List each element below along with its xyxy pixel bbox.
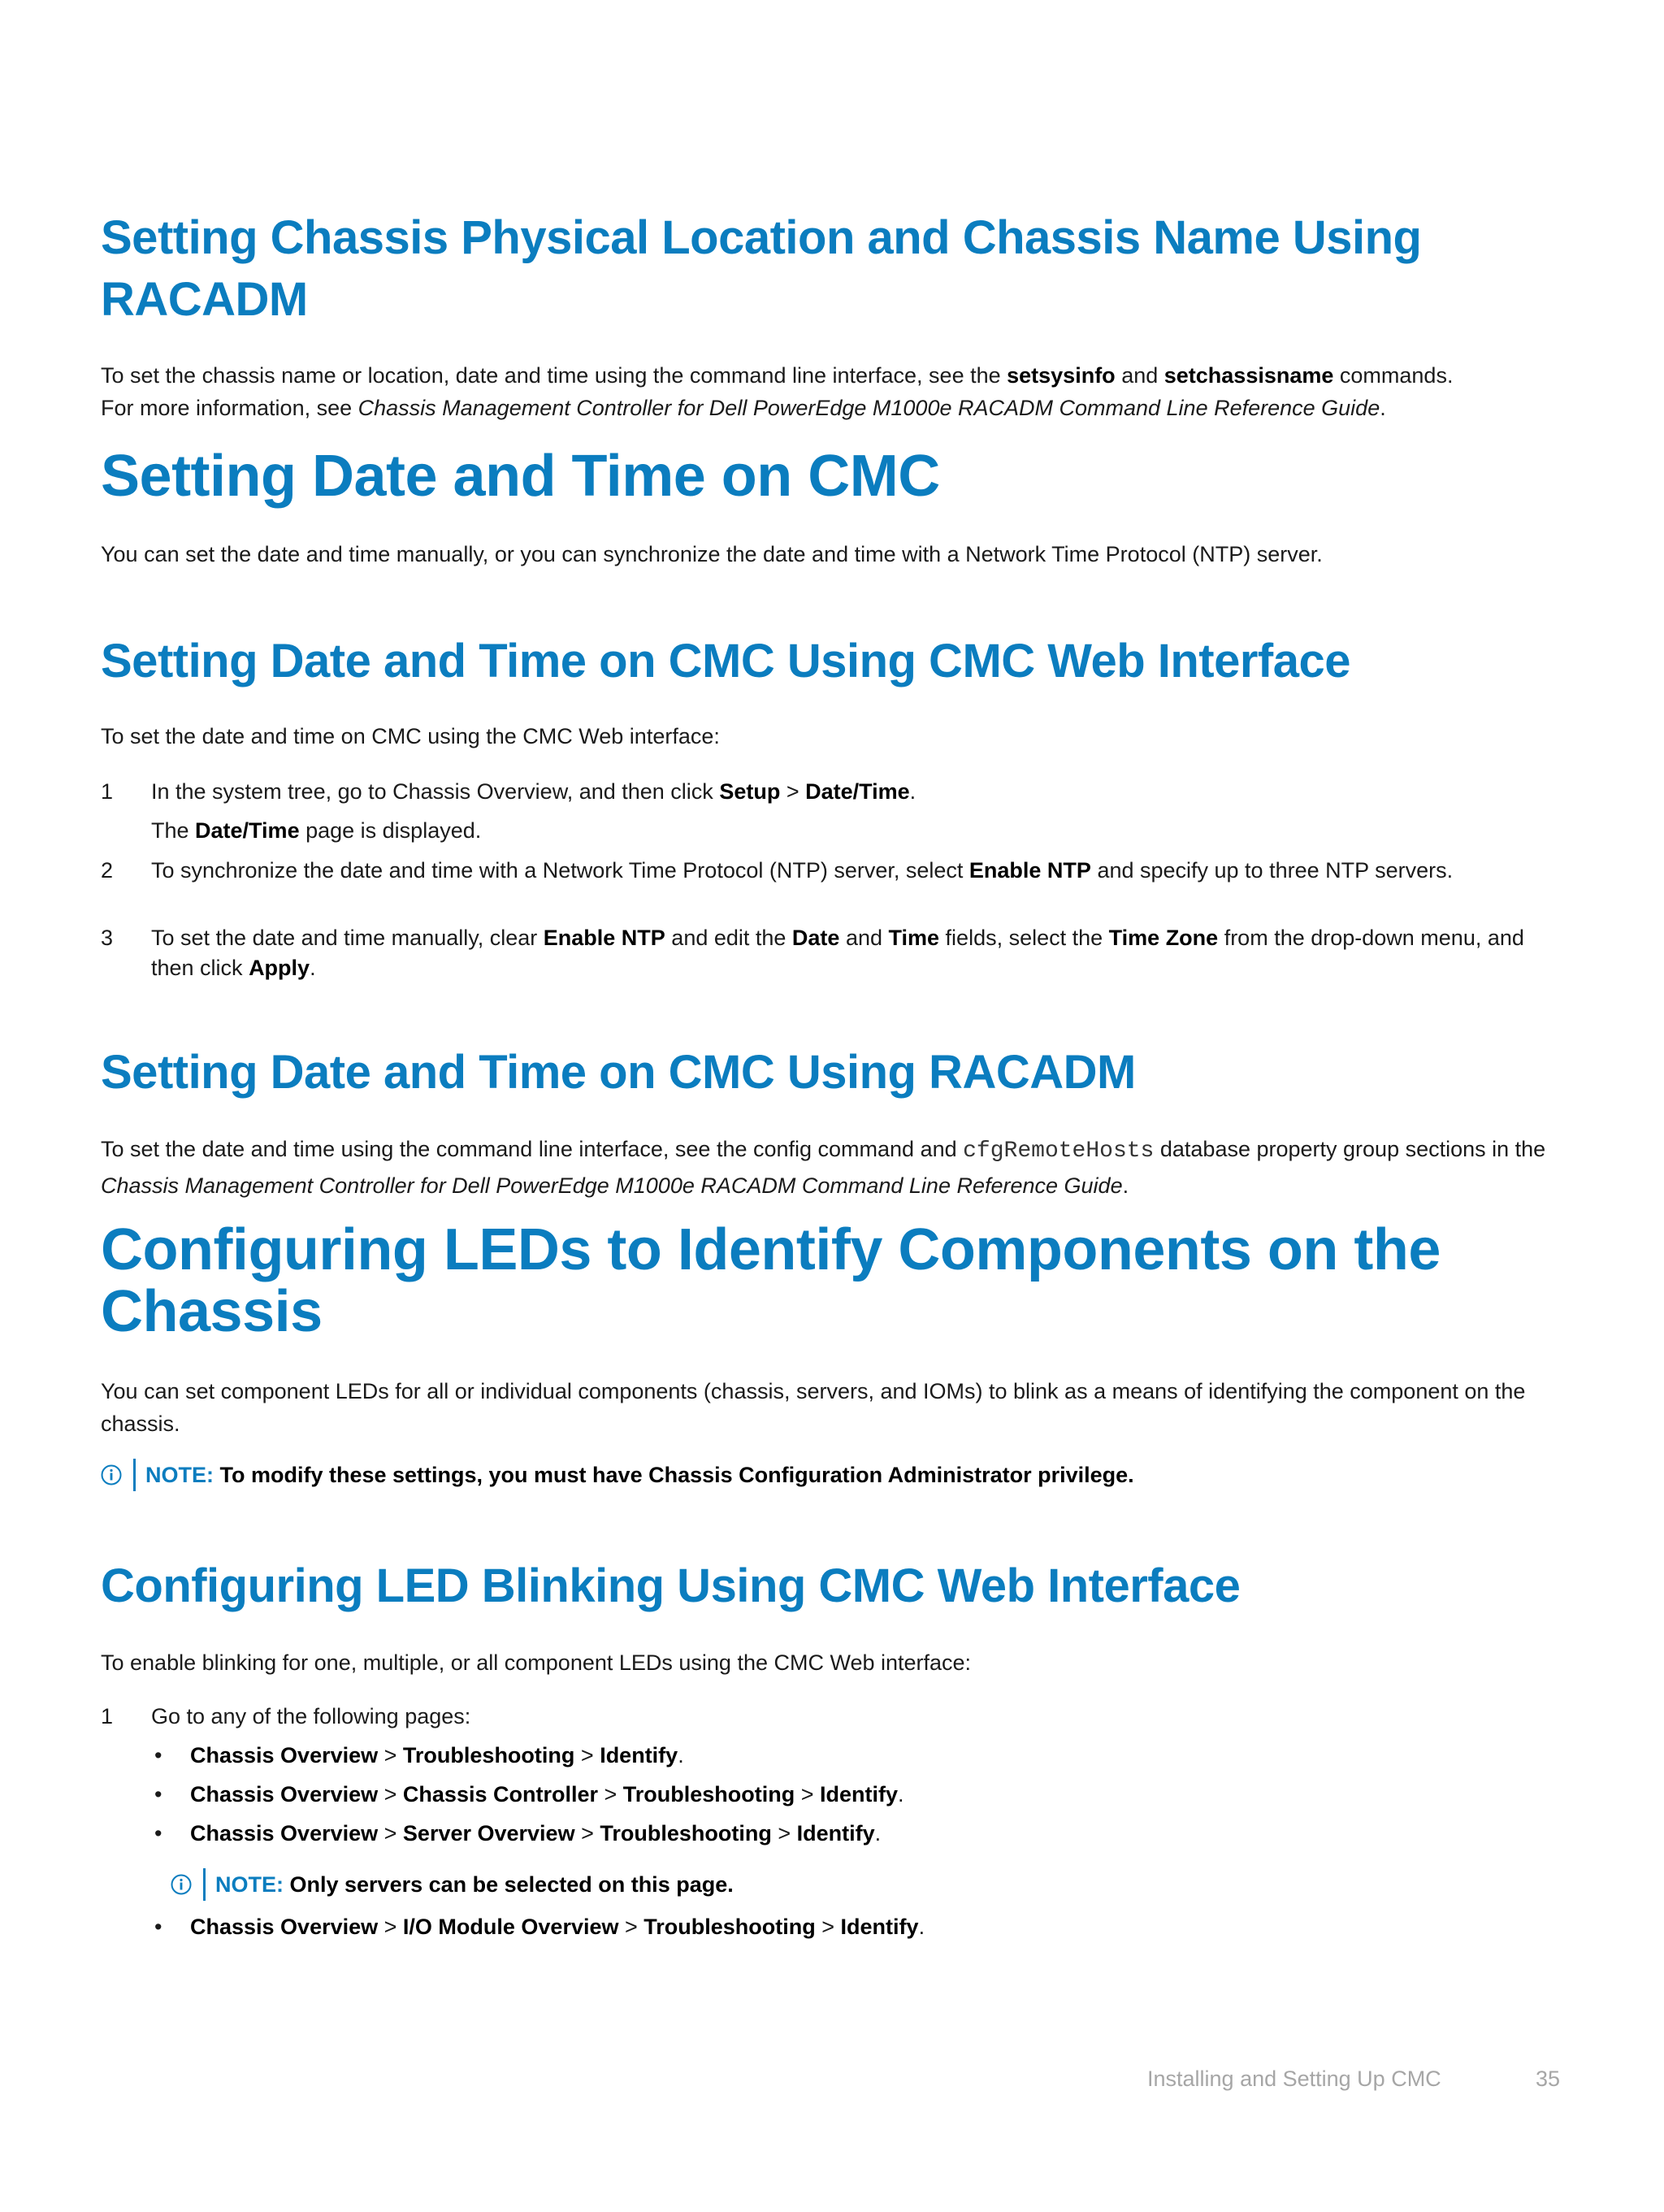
bullet-item: • Chassis Overview > Chassis Controller > Troubleshooting > Identify. xyxy=(154,1782,904,1806)
footer-page-number: 35 xyxy=(1536,2067,1561,2091)
heading-configuring-leds: Configuring LEDs to Identify Components on the Chassis xyxy=(101,1217,1441,1344)
heading-chassis-location: Setting Chassis Physical Location and Chassis Name Using RACADM xyxy=(101,211,1422,326)
paragraph-date-time: You can set the date and time manually, or you can synchronize the date and time with a Network Time Protocol (NTP) server. xyxy=(101,542,1323,566)
paragraph-configuring-leds: You can set component LEDs for all or individual components (chassis, servers, and IOMs) to blink as a means of identifying the component on the chassis. xyxy=(101,1379,1526,1436)
bullet-item: • Chassis Overview > I/O Module Overview > Troubleshooting > Identify. xyxy=(154,1915,925,1939)
list-item: 2 To synchronize the date and time with a Network Time Protocol (NTP) server, select Enable NTP and specify up to three NTP servers. xyxy=(101,858,1454,883)
note-admin-privilege: NOTE: To modify these settings, you must have Chassis Configuration Administrator privilege. xyxy=(101,1459,1134,1491)
heading-date-time-web: Setting Date and Time on CMC Using CMC Web Interface xyxy=(101,635,1351,687)
info-icon xyxy=(171,1874,192,1895)
paragraph-chassis-location-1: To set the chassis name or location, date and time using the command line interface, see the setsysinfo and setchassisname commands. xyxy=(101,363,1454,388)
list-item: 1 Go to any of the following pages: xyxy=(101,1704,471,1728)
bullet-item: • Chassis Overview > Troubleshooting > Identify. xyxy=(154,1743,684,1767)
note-servers-only: NOTE: Only servers can be selected on this page. xyxy=(171,1868,734,1901)
list-item: 1 In the system tree, go to Chassis Overview, and then click Setup > Date/Time. xyxy=(101,779,916,804)
heading-date-time-racadm: Setting Date and Time on CMC Using RACADM xyxy=(101,1046,1136,1099)
paragraph-chassis-location-2: For more information, see Chassis Management Controller for Dell PowerEdge M1000e RACADM Command Line Reference Guide. xyxy=(101,396,1386,420)
paragraph-date-time-racadm: To set the date and time using the command line interface, see the config command and cfgRemoteHosts database property group sections in the Chassis Management Controller for Dell PowerEdge M1000e RACADM Command Line Reference Guide. xyxy=(101,1137,1546,1198)
bullet-item: • Chassis Overview > Server Overview > Troubleshooting > Identify. xyxy=(154,1821,882,1846)
paragraph-led-blinking-intro: To enable blinking for one, multiple, or all component LEDs using the CMC Web interface: xyxy=(101,1650,972,1675)
heading-led-blinking-web: Configuring LED Blinking Using CMC Web Interface xyxy=(101,1559,1241,1612)
heading-date-time: Setting Date and Time on CMC xyxy=(101,444,940,509)
note-divider xyxy=(203,1868,206,1901)
info-icon xyxy=(101,1464,122,1486)
paragraph-date-time-web-intro: To set the date and time on CMC using the CMC Web interface: xyxy=(101,724,720,748)
list-item-subtext: The Date/Time page is displayed. xyxy=(151,818,482,843)
section-chassis-location xyxy=(101,207,1563,331)
note-divider xyxy=(133,1459,136,1491)
list-item: 3 To set the date and time manually, clear Enable NTP and edit the Date and Time fields, select the Time Zone from the drop-down menu, and then click Apply. xyxy=(101,926,1524,980)
code-cfgremotehosts: cfgRemoteHosts xyxy=(963,1139,1155,1164)
footer-section-title: Installing and Setting Up CMC xyxy=(1147,2067,1441,2091)
